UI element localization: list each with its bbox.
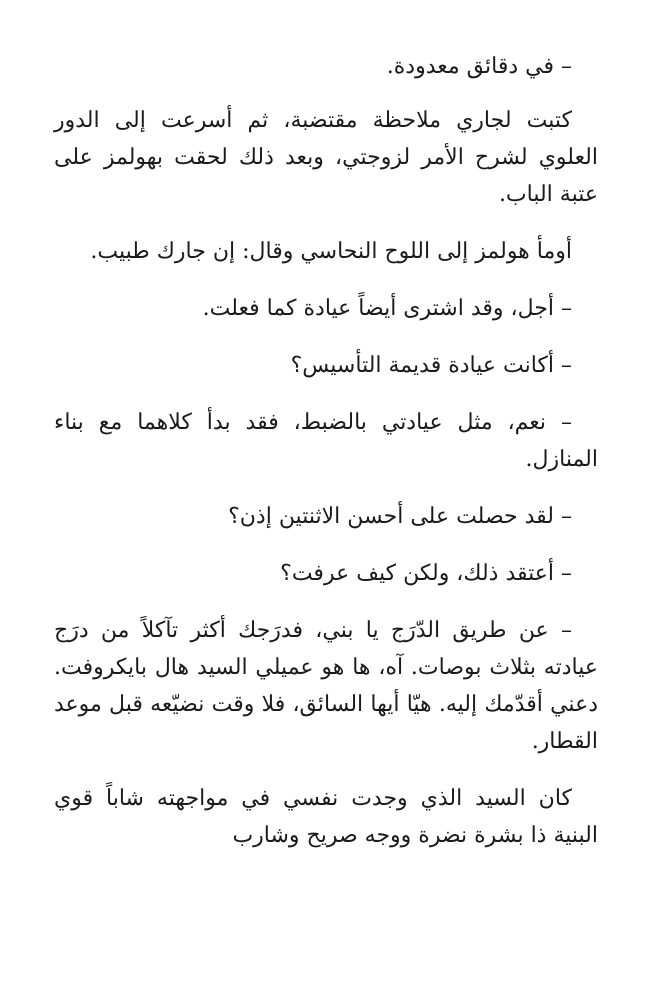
paragraph-dialogue-how-know: – أعتقد ذلك، ولكن كيف عرفت؟ <box>280 561 572 586</box>
book-page <box>54 48 598 854</box>
paragraph-dialogue-houses-built: – نعم، مثل عيادتي بالضبط، فقد بدأ كلاهما مع بناء المنازل. <box>54 410 598 472</box>
paragraph-young-man: كان السيد الذي وجدت نفسي في مواجهته شاباً قوي البنية ذا بشرة نضرة ووجه صريح وشارب <box>54 786 598 848</box>
paragraph-dialogue-old-practice: – أكانت عيادة قديمة التأسيس؟ <box>290 353 572 378</box>
paragraph-dialogue-bought-practice: – أجل، وقد اشترى أيضاً عيادة كما فعلت. <box>202 296 572 321</box>
paragraph-dialogue-minutes: – في دقائق معدودة. <box>386 54 572 79</box>
paragraph-dialogue-steps: – عن طريق الدّرَج يا بني، فدرَجك أكثر تآكلاً من درَج عيادته بثلاث بوصات. آه، ها هو عميلي السيد هال بايكروفت. دعني أقدّمك إليه. هيّا أيها السائق، فلا وقت نضيّعه قبل موعد القطار. <box>54 618 598 754</box>
paragraph-holmes-brass-plate: أومأ هولمز إلى اللوح النحاسي وقال: إن جارك طبيب. <box>90 239 572 264</box>
paragraph-note-to-neighbor: كتبت لجاري ملاحظة مقتضبة، ثم أسرعت إلى الدور العلوي لشرح الأمر لزوجتي، وبعد ذلك لحقت بهولمز على عتبة الباب. <box>54 108 598 207</box>
paragraph-dialogue-better-one: – لقد حصلت على أحسن الاثنتين إذن؟ <box>228 504 572 529</box>
